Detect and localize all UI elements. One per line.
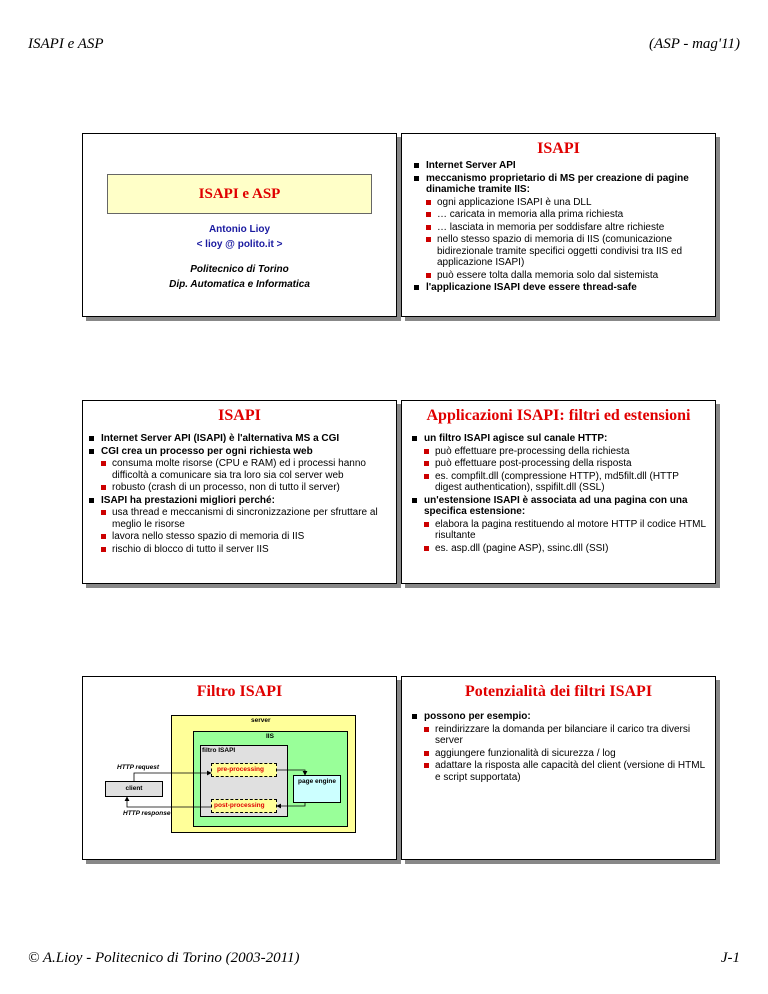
slide-title: Applicazioni ISAPI: filtri ed estensioni xyxy=(426,407,691,424)
sub-bullet-item: nello stesso spazio di memoria di IIS (comunicazione bidirezionale tramite specifici oggetti condivisi tra IIS ed applicazione ISAPI) xyxy=(426,234,707,269)
sub-bullet-item: consuma molte risorse (CPU e RAM) ed i processi hanno difficoltà a comunicare sia tra loro sia col server web xyxy=(101,458,389,481)
bullet-item: Internet Server API (ISAPI) è l'alternativa MS a CGI xyxy=(89,433,389,445)
diagram-arrows xyxy=(83,677,398,861)
sub-bullet-list xyxy=(101,507,389,555)
page-footer-left: © A.Lioy - Politecnico di Torino (2003-2011) xyxy=(28,950,300,966)
sub-bullet-item: es. compfilt.dll (compressione HTTP), md5filt.dll (HTTP digest authentication), sspifilt.dll (SSL) xyxy=(424,471,707,494)
bullet-item: Internet Server API xyxy=(414,160,707,172)
sub-bullet-item: lavora nello stesso spazio di memoria di IIS xyxy=(101,531,389,543)
sub-bullet-item: può effettuare pre-processing della richiesta xyxy=(424,446,707,458)
bullet-item: un'estensione ISAPI è associata ad una pagina con una specifica estensione: elabora la pagina restituendo al motore HTTP il codice HTML risultante es. asp.dll (pagine ASP), ssinc.dll (SSI) xyxy=(412,495,707,555)
page-header-left: ISAPI e ASP xyxy=(28,36,104,52)
sub-bullet-item: rischio di blocco di tutto il server IIS xyxy=(101,544,389,556)
bullet-item: possono per esempio: reindirizzare la domanda per bilanciare il carico tra diversi server aggiungere funzionalità di sicurezza / log adattare la risposta alle capacità del client (versione di HTML e script supportata) xyxy=(412,711,707,783)
sub-bullet-list xyxy=(424,446,707,494)
bullet-list xyxy=(89,433,389,556)
sub-bullet-item: … caricata in memoria alla prima richiesta xyxy=(426,209,707,221)
bullet-item: un filtro ISAPI agisce sul canale HTTP: può effettuare pre-processing della richiesta può effettuare post-processing della risposta es. compfilt.dll (compressione HTTP), md5filt.dll (HTTP digest authentication), sspifilt.dll (SSL) xyxy=(412,433,707,494)
http-response-label: HTTP response xyxy=(123,810,171,817)
sub-bullet-list xyxy=(424,724,707,784)
http-request-label: HTTP request xyxy=(117,764,160,771)
sub-bullet-item: reindirizzare la domanda per bilanciare il carico tra diversi server xyxy=(424,724,707,747)
sub-bullet-item: può essere tolta dalla memoria solo dal sistemista xyxy=(426,270,707,282)
server-label: server xyxy=(251,717,271,724)
slide-title-box: ISAPI e ASP xyxy=(107,174,372,214)
slide-isapi-overview xyxy=(401,133,716,317)
sub-bullet-item: elabora la pagina restituendo al motore HTTP il codice HTML risultante xyxy=(424,519,707,542)
sub-bullet-list xyxy=(426,197,707,282)
author-name: Antonio Lioy xyxy=(208,224,271,235)
sub-bullet-list xyxy=(101,458,389,494)
sub-bullet-item: aggiungere funzionalità di sicurezza / log xyxy=(424,748,707,760)
sub-bullet-item: adattare la risposta alle capacità del client (versione di HTML e script supportata) xyxy=(424,760,707,783)
slide-title: Potenzialità dei filtri ISAPI xyxy=(464,683,653,700)
institution: Politecnico di Torino xyxy=(190,264,289,275)
bullet-list xyxy=(412,711,707,784)
bullet-list xyxy=(412,433,707,555)
bullet-item: CGI crea un processo per ogni richiesta web consuma molte risorse (CPU e RAM) ed i processi hanno difficoltà a comunicare sia tra loro sia col server web robusto (crash di un processo, non di tutto il server) xyxy=(89,446,389,494)
page-number: J-1 xyxy=(720,950,740,966)
slide-filter-diagram xyxy=(82,676,397,860)
iis-label: IIS xyxy=(266,733,274,740)
sub-bullet-item: usa thread e meccanismi di sincronizzazione per sfruttare al meglio le risorse xyxy=(101,507,389,530)
slide-title xyxy=(82,133,397,317)
sub-bullet-item: ogni applicazione ISAPI è una DLL xyxy=(426,197,707,209)
slide-isapi-vs-cgi xyxy=(82,400,397,584)
slide-filter-capabilities xyxy=(401,676,716,860)
slide-title: ISAPI xyxy=(537,140,580,157)
slide-title: Filtro ISAPI xyxy=(196,683,283,700)
bullet-item: meccanismo proprietario di MS per creazione di pagine dinamiche tramite IIS: ogni applicazione ISAPI è una DLL … caricata in memoria alla prima richiesta … lasciata in memoria per soddisfare altre richieste nello stesso spazio di memoria di IIS (comunicazione bidirezionale tramite specifici oggetti condivisi tra IIS ed applicazione ISAPI) può essere tolta dalla memoria solo dal sistemista xyxy=(414,173,707,282)
sub-bullet-item: … lasciata in memoria per soddisfare altre richieste xyxy=(426,222,707,234)
post-processing-label: post-processing xyxy=(214,802,265,809)
page-engine-label: page engine xyxy=(298,778,336,785)
department: Dip. Automatica e Informatica xyxy=(169,279,310,290)
filtro-label: filtro ISAPI xyxy=(202,747,236,754)
sub-bullet-item: es. asp.dll (pagine ASP), ssinc.dll (SSI) xyxy=(424,543,707,555)
page-header-right: (ASP - mag'11) xyxy=(649,36,740,52)
client-label: client xyxy=(125,785,143,792)
bullet-item: l'applicazione ISAPI deve essere thread-safe xyxy=(414,282,707,294)
sub-bullet-list xyxy=(424,519,707,555)
pre-processing-label: pre-processing xyxy=(217,766,264,773)
bullet-list xyxy=(414,160,707,295)
sub-bullet-item: robusto (crash di un processo, non di tutto il server) xyxy=(101,482,389,494)
slide-title: ISAPI xyxy=(218,407,261,424)
slide-filters-extensions xyxy=(401,400,716,584)
author-email: < lioy @ polito.it > xyxy=(196,239,283,250)
sub-bullet-item: può effettuare post-processing della risposta xyxy=(424,458,707,470)
bullet-item: ISAPI ha prestazioni migliori perché: usa thread e meccanismi di sincronizzazione per sfruttare al meglio le risorse lavora nello stesso spazio di memoria di IIS rischio di blocco di tutto il server IIS xyxy=(89,495,389,556)
